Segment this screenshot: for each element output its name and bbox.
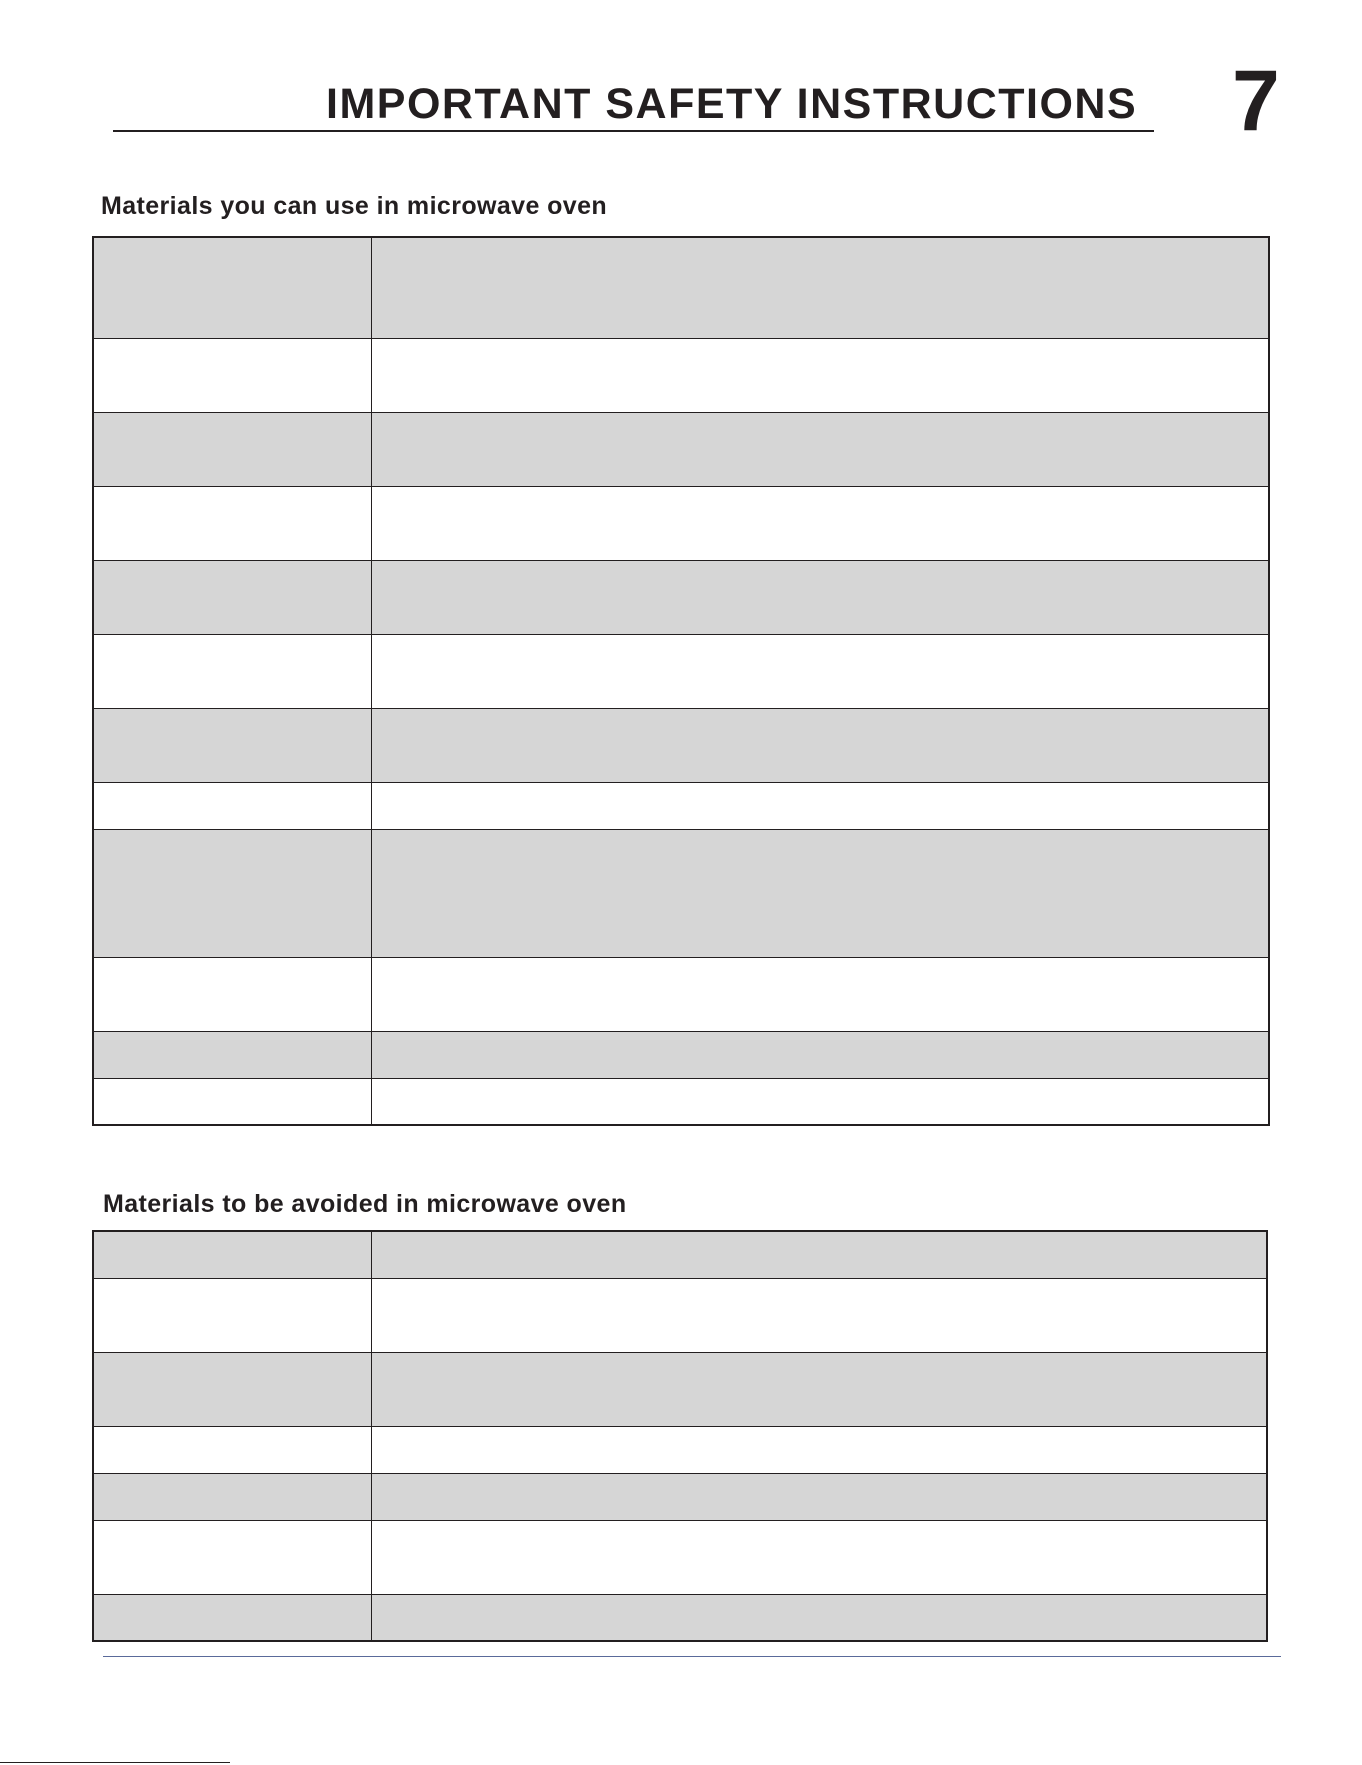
section-heading-avoided: Materials to be avoided in microwave oven (103, 1190, 627, 1218)
table-row (93, 338, 1269, 412)
remarks-cell (371, 1520, 1267, 1594)
page-title: IMPORTANT SAFETY INSTRUCTIONS (326, 80, 1138, 128)
page-number: 7 (1232, 53, 1280, 149)
table-row (93, 634, 1269, 708)
material-cell (93, 634, 371, 708)
remarks-cell (371, 237, 1269, 338)
remarks-cell (371, 1352, 1267, 1426)
material-cell (93, 1426, 371, 1473)
table-row (93, 1278, 1267, 1352)
remarks-cell (371, 634, 1269, 708)
table-row (93, 560, 1269, 634)
footer-divider (103, 1656, 1281, 1657)
table-row (93, 1594, 1267, 1641)
page-edge-mark (0, 1762, 230, 1763)
material-cell (93, 708, 371, 782)
remarks-cell (371, 1278, 1267, 1352)
table-row (93, 1520, 1267, 1594)
material-cell (93, 1031, 371, 1078)
material-cell (93, 412, 371, 486)
table-row (93, 829, 1269, 957)
material-cell (93, 1352, 371, 1426)
table-row (93, 412, 1269, 486)
material-cell (93, 1594, 371, 1641)
remarks-cell (371, 560, 1269, 634)
header-divider (113, 130, 1154, 132)
table-row (93, 486, 1269, 560)
material-cell (93, 1473, 371, 1520)
remarks-cell (371, 338, 1269, 412)
remarks-cell (371, 708, 1269, 782)
remarks-cell (371, 957, 1269, 1031)
material-cell (93, 782, 371, 829)
material-cell (93, 1520, 371, 1594)
table-row (93, 1078, 1269, 1125)
remarks-cell (371, 1426, 1267, 1473)
table-row (93, 1031, 1269, 1078)
table-row (93, 237, 1269, 338)
material-cell (93, 1231, 371, 1278)
material-cell (93, 237, 371, 338)
material-cell (93, 1278, 371, 1352)
table-row (93, 708, 1269, 782)
remarks-cell (371, 1031, 1269, 1078)
remarks-cell (371, 1594, 1267, 1641)
material-cell (93, 957, 371, 1031)
section-heading-usable: Materials you can use in microwave oven (101, 192, 608, 220)
remarks-cell (371, 1473, 1267, 1520)
material-cell (93, 1078, 371, 1125)
avoided-materials-table (92, 1230, 1268, 1642)
table-row (93, 957, 1269, 1031)
table-row (93, 1426, 1267, 1473)
remarks-cell (371, 782, 1269, 829)
table-row (93, 782, 1269, 829)
material-cell (93, 338, 371, 412)
material-cell (93, 486, 371, 560)
remarks-cell (371, 1231, 1267, 1278)
usable-materials-table (92, 236, 1270, 1126)
remarks-cell (371, 486, 1269, 560)
table-row (93, 1473, 1267, 1520)
material-cell (93, 560, 371, 634)
remarks-cell (371, 829, 1269, 957)
material-cell (93, 829, 371, 957)
table-row (93, 1231, 1267, 1278)
table-row (93, 1352, 1267, 1426)
remarks-cell (371, 412, 1269, 486)
remarks-cell (371, 1078, 1269, 1125)
